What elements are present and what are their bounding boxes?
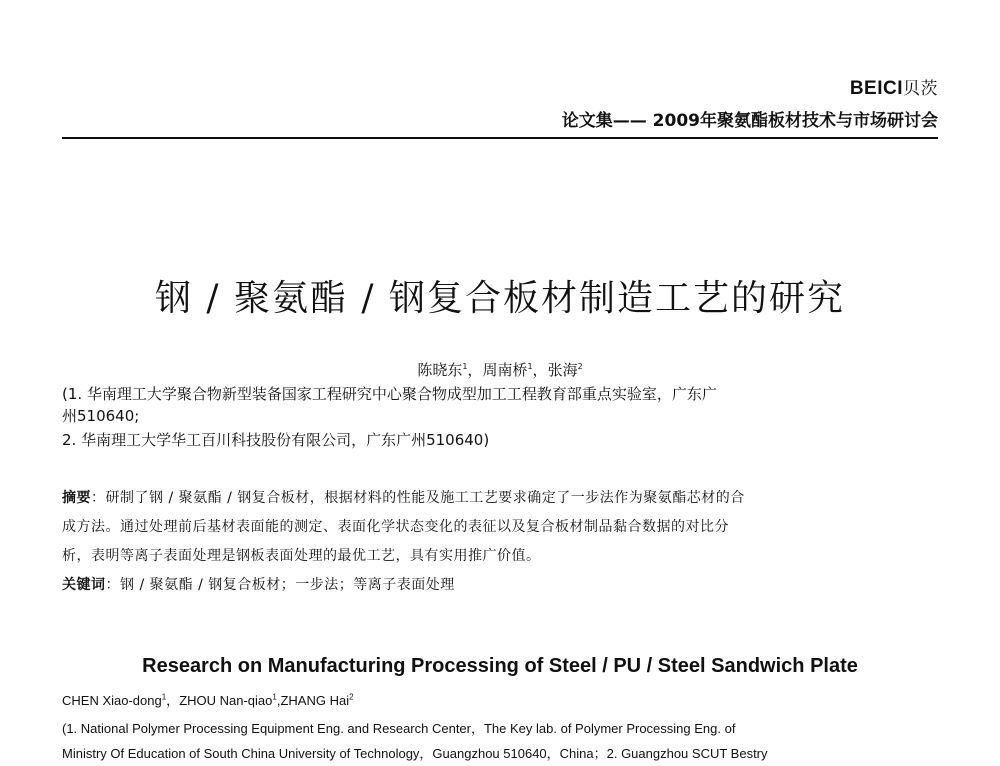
- abstract-text: 研制了钢 / 聚氨酯 / 钢复合板材，根据材料的性能及施工工艺要求确定了一步法作为聚氨酯芯材的合: [105, 490, 745, 506]
- author-separator: ，: [467, 361, 483, 379]
- author-name-en: ZHOU Nan-qiao: [179, 693, 273, 708]
- logo-cn: 贝茨: [903, 79, 938, 98]
- authors-en: [62, 690, 354, 709]
- abstract-line-2: 成方法。通过处理前后基材表面能的测定、表面化学状态变化的表征以及复合板材制品黏合数据的对比分: [62, 519, 729, 535]
- publisher-logo: [850, 74, 938, 100]
- abstract-line-3: 析，表明等离子表面处理是钢板表面处理的最优工艺，具有实用推广价值。: [62, 548, 541, 564]
- affiliation-cn-1b: 州510640;: [62, 407, 140, 425]
- authors-cn: [0, 359, 1000, 380]
- affiliation-en-line-2: Ministry Of Education of South China University of Technology，Guangzhou 510640，China；2. Guangzhou SCUT Bestry: [62, 746, 768, 761]
- author-affil-mark: 1: [462, 362, 468, 371]
- author-affil-mark-en: 1: [272, 692, 277, 702]
- keywords-text: 钢 / 聚氨酯 / 钢复合板材；一步法；等离子表面处理: [120, 577, 455, 593]
- paper-title-en: Research on Manufacturing Processing of Steel / PU / Steel Sandwich Plate: [142, 655, 858, 677]
- paper-title-cn: 钢 / 聚氨酯 / 钢复合板材制造工艺的研究: [154, 278, 846, 319]
- author-separator-en: ，: [166, 693, 180, 708]
- author-separator: ，: [532, 361, 548, 379]
- author-affil-mark: 1: [527, 362, 533, 371]
- author-separator-en: ,: [276, 693, 281, 708]
- author-affil-mark-en: 2: [349, 692, 354, 702]
- author-name: 张海: [547, 361, 578, 379]
- affiliation-cn-2: 2. 华南理工大学华工百川科技股份有限公司，广东广州510640): [62, 431, 490, 449]
- abstract-separator: ：: [91, 490, 106, 506]
- logo-latin: BEICI: [849, 78, 903, 99]
- abstract-line-1: [62, 486, 938, 511]
- keywords-label: 关键词: [62, 577, 106, 593]
- author-affil-mark-en: 1: [161, 692, 167, 702]
- author-name: 陈晓东: [417, 361, 463, 379]
- affiliation-en-line-1: (1. National Polymer Processing Equipment Eng. and Research Center，The Key lab. of Polymer Processing Eng. of: [62, 721, 736, 736]
- header-rule: [62, 137, 938, 139]
- author-name: 周南桥: [482, 361, 528, 379]
- collection-title: 论文集—— 2009年聚氨酯板材技术与市场研讨会: [561, 111, 938, 131]
- keywords-separator: ：: [105, 577, 120, 593]
- affiliation-cn-1a: (1. 华南理工大学聚合物新型装备国家工程研究中心聚合物成型加工工程教育部重点实验室，广东广: [62, 385, 717, 403]
- keywords-line: [62, 573, 938, 598]
- abstract-label: 摘要: [62, 490, 91, 506]
- author-affil-mark: 2: [577, 362, 583, 371]
- author-name-en: ZHANG Hai: [280, 693, 350, 708]
- author-name-en: CHEN Xiao-dong: [62, 693, 162, 708]
